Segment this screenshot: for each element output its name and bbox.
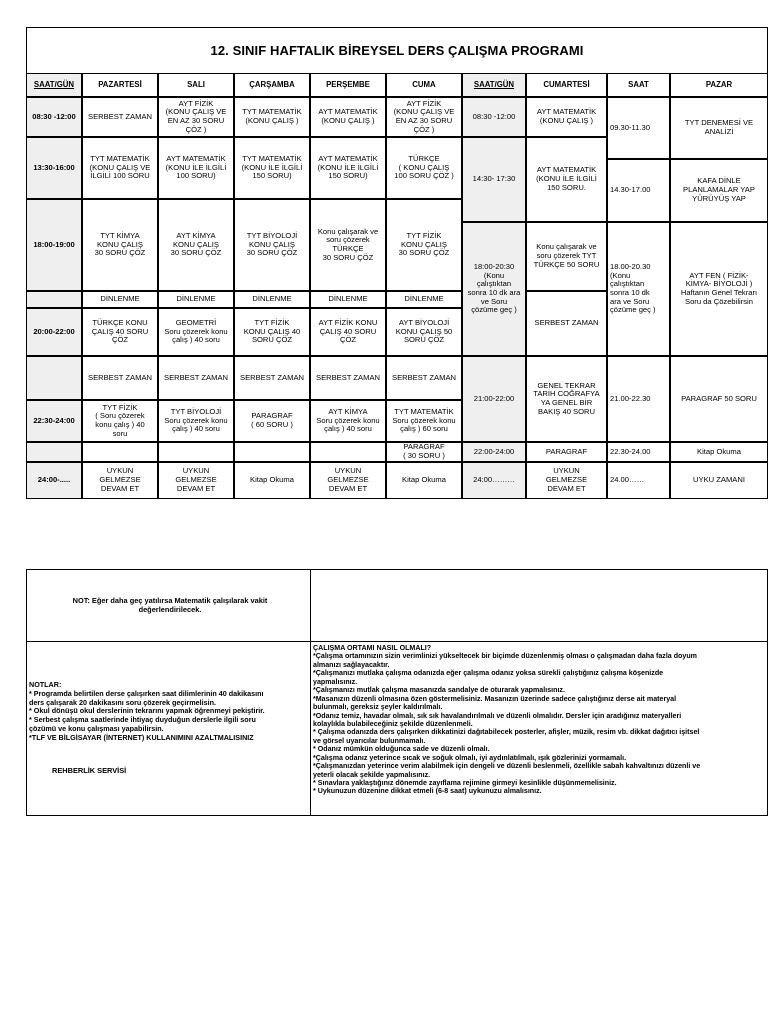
schedule-cell: PARAGRAF ( 60 SORU ): [234, 400, 310, 442]
schedule-cell: AYT BİYOLOJİ KONU ÇALIŞ 50 SORU ÇÖZ: [386, 308, 462, 356]
header-persembe: PERŞEMBE: [310, 73, 386, 97]
sunday-item: TYT DENEMESİ VE ANALİZİ: [670, 97, 768, 159]
page-title: 12. SINIF HAFTALIK BİREYSEL DERS ÇALIŞMA PROGRAMI: [210, 42, 584, 58]
sunday-item: KAFA DİNLE PLANLAMALAR YAP YÜRÜYÜŞ YAP: [670, 159, 768, 222]
guidance-service: REHBERLİK SERVİSİ: [52, 766, 127, 775]
saturday-item: GENEL TEKRAR TARİH COĞRAFYA YA GENEL BİR BAKIŞ 40 SORU: [526, 356, 607, 442]
schedule-cell: AYT KİMYA Soru çözerek konu çalış ) 40 soru: [310, 400, 386, 442]
schedule-cell: UYKUN GELMEZSE DEVAM ET: [310, 462, 386, 499]
schedule-cell: TYT MATEMATİK Soru çözerek konu çalış ) 60 soru: [386, 400, 462, 442]
time-cell-empty: [26, 442, 82, 462]
sunday-item: AYT FEN ( FİZİK- KİMYA- BİYOLOJİ ) Haftanın Genel Tekrarı Soru da Çözebilirsin: [670, 222, 768, 356]
schedule-cell: UYKUN GELMEZSE DEVAM ET: [82, 462, 158, 499]
schedule-cell: Kitap Okuma: [386, 462, 462, 499]
sunday-time: 24.00……: [607, 462, 670, 499]
time-cell: 20:00-22:00: [26, 308, 82, 356]
schedule-cell: TYT KİMYA KONU ÇALIŞ 30 SORU ÇÖZ: [82, 199, 158, 291]
schedule-cell: TÜRKÇE KONU ÇALIŞ 40 SORU ÇÖZ: [82, 308, 158, 356]
schedule-cell: AYT MATEMATİK (KONU ÇALIŞ ): [310, 97, 386, 137]
saturday-item: Konu çalışarak ve soru çözerek TYT TÜRKÇE 50 SORU: [526, 222, 607, 291]
header-cumartesi: CUMARTESİ: [526, 73, 607, 97]
header-pazartesi: PAZARTESİ: [82, 73, 158, 97]
schedule-cell-empty: [234, 442, 310, 462]
time-cell-empty: [26, 291, 82, 308]
sunday-item: PARAGRAF 50 SORU: [670, 356, 768, 442]
schedule-cell: DİNLENME: [386, 291, 462, 308]
sunday-item: Kitap Okuma: [670, 442, 768, 462]
saturday-time: 21:00-22:00: [462, 356, 526, 442]
saturday-item: AYT MATEMATİK (KONU ÇALIŞ ): [526, 97, 607, 137]
schedule-cell: TYT MATEMATİK (KONU ÇALIŞ ): [234, 97, 310, 137]
study-notes: NOTLAR: * Programda belirtilen derse çalışırken saat dilimlerinin 40 dakikasını ders çalışarak 20 dakikasını soru çözerek geçirmelisin. * Okul dönüşü okul derslerinin tekrarını yapmak öğrenmeyi pekiştirir. * Serbest çalışma saatlerinde ihtiyaç duyduğun derslerle ilgili soru çözümü ve konu çalışması yapabilirsin. *TLF VE BİLGİSAYAR (İNTERNET) KULLANIMINI AZALTMALISINIZ: [29, 680, 265, 742]
saturday-item: PARAGRAF: [526, 442, 607, 462]
time-cell: 18:00-19:00: [26, 199, 82, 291]
schedule-cell: SERBEST ZAMAN: [82, 97, 158, 137]
schedule-cell: TÜRKÇE ( KONU ÇALIŞ 100 SORU ÇÖZ ): [386, 137, 462, 199]
saturday-time: 22:00-24:00: [462, 442, 526, 462]
schedule-cell: DİNLENME: [310, 291, 386, 308]
sunday-time: 09.30-11.30: [607, 97, 670, 159]
saturday-item: UYKUN GELMEZSE DEVAM ET: [526, 462, 607, 499]
header-saat-gun-weekend: SAAT/GÜN: [462, 73, 526, 97]
schedule-cell: DİNLENME: [158, 291, 234, 308]
schedule-cell: AYT MATEMATİK (KONU İLE İLGİLİ 100 SORU): [158, 137, 234, 199]
schedule-cell: AYT FİZİK (KONU ÇALIŞ VE EN AZ 30 SORU ÇÖZ ): [158, 97, 234, 137]
schedule-cell: SERBEST ZAMAN: [310, 356, 386, 400]
schedule-cell: GEOMETRİ Soru çözerek konu çalış ) 40 soru: [158, 308, 234, 356]
schedule-cell: TYT BİYOLOJİ KONU ÇALIŞ 30 SORU ÇÖZ: [234, 199, 310, 291]
sunday-time: 18.00-20.30 (Konu çalıştıktan sonra 10 dk ara ve Soru çözüme geç ): [607, 222, 670, 356]
header-saat-gun: SAAT/GÜN: [26, 73, 82, 97]
schedule-cell: AYT MATEMATİK (KONU İLE İLGİLİ 150 SORU): [310, 137, 386, 199]
notes-divider-horizontal: [26, 641, 768, 642]
schedule-cell-empty: [82, 442, 158, 462]
schedule-cell: SERBEST ZAMAN: [234, 356, 310, 400]
time-cell: 24:00-.....: [26, 462, 82, 499]
saturday-time: 14:30- 17:30: [462, 137, 526, 222]
notes-divider-vertical: [310, 569, 311, 816]
schedule-cell: TYT BİYOLOJİ Soru çözerek konu çalış ) 40 soru: [158, 400, 234, 442]
schedule-cell: DİNLENME: [234, 291, 310, 308]
header-cuma: CUMA: [386, 73, 462, 97]
schedule-cell: Konu çalışarak ve soru çözerek TÜRKÇE 30 SORU ÇÖZ: [310, 199, 386, 291]
time-cell: 22:30-24:00: [26, 400, 82, 442]
schedule-cell: TYT MATEMATİK (KONU ÇALIŞ VE İLGİLİ 100 SORU: [82, 137, 158, 199]
saturday-item: SERBEST ZAMAN: [526, 291, 607, 356]
schedule-cell: AYT KİMYA KONU ÇALIŞ 30 SORU ÇÖZ: [158, 199, 234, 291]
header-sali: SALI: [158, 73, 234, 97]
time-cell-empty: [26, 356, 82, 400]
saturday-item: AYT MATEMATİK (KONU İLE İLGİLİ 150 SORU.: [526, 137, 607, 222]
header-carsamba: ÇARŞAMBA: [234, 73, 310, 97]
schedule-cell: TYT FİZİK KONU ÇALIŞ 40 SORU ÇÖZ: [234, 308, 310, 356]
saturday-time: 18:00-20:30 (Konu çalıştıktan sonra 10 dk ara ve Soru çözüme geç ): [462, 222, 526, 356]
schedule-cell: SERBEST ZAMAN: [158, 356, 234, 400]
top-note: NOT: Eğer daha geç yatılırsa Matematik çalışılarak vakit değerlendirilecek.: [72, 596, 268, 615]
schedule-cell: DİNLENME: [82, 291, 158, 308]
time-cell: 08:30 -12:00: [26, 97, 82, 137]
schedule-cell: Kitap Okuma: [234, 462, 310, 499]
sunday-time: 22.30-24.00: [607, 442, 670, 462]
study-environment-notes: ÇALIŞMA ORTAMI NASIL OLMALI? *Çalışma ortamınızın sizin verimlinizi yükseltecek bir biçimde düzenlenmiş olması o çalışmadan daha fazla doyum almanızı sağlayacaktır. *Çalışmanızı mutlaka çalışma odanızda eğer çalışma odanız yoksa sürekli çalıştığınız çalışma köşenizde yapmalısınız. *Çalışmanızı mutlak çalışma masanızda sandalye de oturarak yapmalısınız. *Masanızın düzenli olmasına özen göstermelisiniz. Masanızın üzerinde sadece çalıştığınız derse ait materyal bulunmalı, gereksiz şeyler kaldırılmalı. *Odanız temiz, havadar olmalı, sık sık havalandırılmalı ve düzenli olmalıdır. Dersler için aradığınız materyalleri kolaylıkla bulabileceğiniz şekilde düzenlenmeli. * Çalışma odanızda ders çalışırken dikkatinizi dağıtabilecek posterler, afişler, müzik, resim vb. dikkat dağıtıcı işitsel ve görsel uyarıcılar bulunmamalı. * Odanız mümkün olduğunca sade ve düzenli olmalı. *Çalışma odanız yeterince sıcak ve soğuk olmalı, iyi aydınlatılmalı, ışık gözlerinizi yormamalı. *Çalışmanızdan yeterince verim alabilmek için dengeli ve düzenli beslenmeli, özellikle sabah kahvaltınızı düzenli ve yeterli olacak şekilde yapmalısınız. * Sınavlara yaklaştığınız dönemde zayıflama rejimine girmeyi kesinlikle düşünmemelisiniz. * Uykunuzun düzenine dikkat etmeli (6-8 saat) uykunuzu almalısınız.: [313, 644, 701, 796]
schedule-cell: SERBEST ZAMAN: [82, 356, 158, 400]
schedule-cell: TYT FİZİK KONU ÇALIŞ 30 SORU ÇÖZ: [386, 199, 462, 291]
schedule-cell: TYT FİZİK ( Soru çözerek konu çalış ) 40 soru: [82, 400, 158, 442]
schedule-cell: AYT FİZİK (KONU ÇALIŞ VE EN AZ 30 SORU ÇÖZ ): [386, 97, 462, 137]
schedule-cell-empty: [310, 442, 386, 462]
schedule-cell: TYT MATEMATİK (KONU İLE İLGİLİ 150 SORU): [234, 137, 310, 199]
schedule-cell-empty: [158, 442, 234, 462]
schedule-cell: PARAGRAF ( 30 SORU ): [386, 442, 462, 462]
saturday-time: 08:30 -12:00: [462, 97, 526, 137]
schedule-cell: AYT FİZİK KONU ÇALIŞ 40 SORU ÇÖZ: [310, 308, 386, 356]
sunday-time: 21.00-22.30: [607, 356, 670, 442]
saturday-time: 24:00………: [462, 462, 526, 499]
time-cell: 13:30-16:00: [26, 137, 82, 199]
sunday-time: 14.30-17.00: [607, 159, 670, 222]
header-pazar: PAZAR: [670, 73, 768, 97]
header-saat: SAAT: [607, 73, 670, 97]
schedule-cell: SERBEST ZAMAN: [386, 356, 462, 400]
sunday-item: UYKU ZAMANI: [670, 462, 768, 499]
schedule-cell: UYKUN GELMEZSE DEVAM ET: [158, 462, 234, 499]
